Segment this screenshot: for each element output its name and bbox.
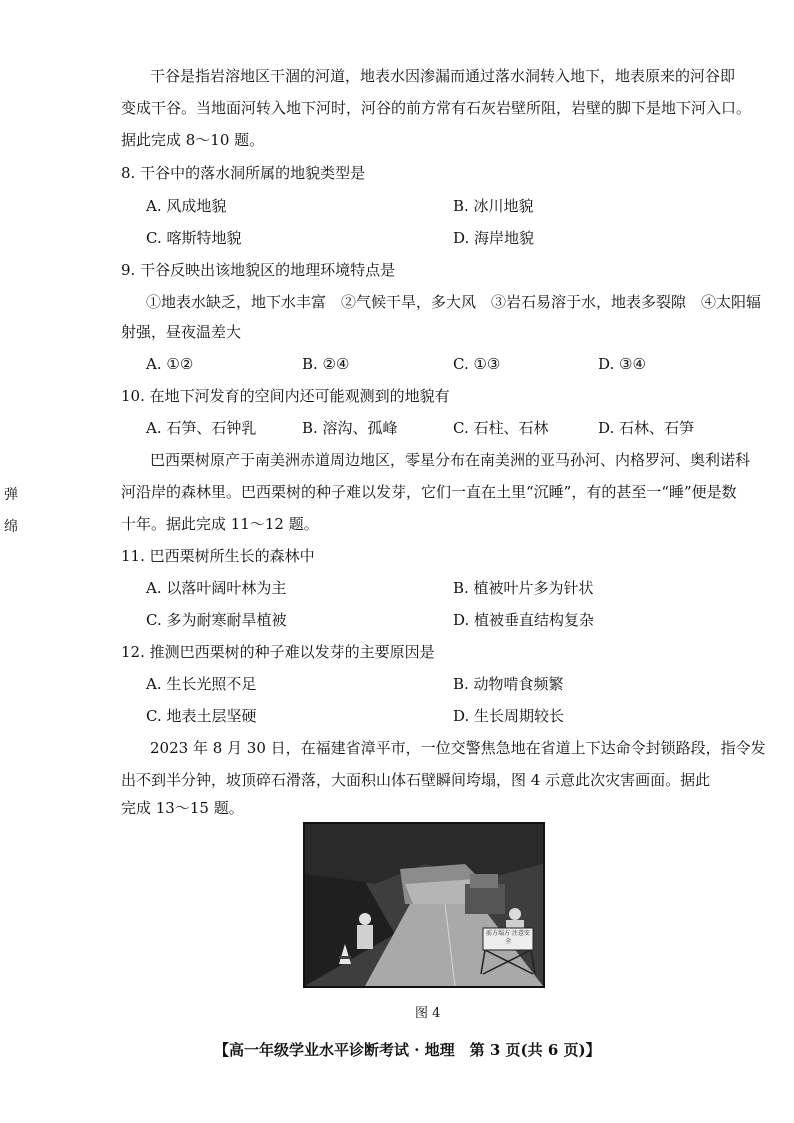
question-stem: 8. 干谷中的落水洞所属的地貌类型是 <box>121 164 366 182</box>
option-c: C. 地表土层坚硬 <box>146 707 257 725</box>
option-d: D. 生长周期较长 <box>453 707 565 725</box>
option-a: A. ①② <box>146 355 194 373</box>
margin-text: 绵 <box>4 519 18 535</box>
question-stem: 10. 在地下河发育的空间内还可能观测到的地貌有 <box>121 387 450 405</box>
option-c: C. 喀斯特地貌 <box>146 229 242 247</box>
option-d: D. ③④ <box>598 355 646 373</box>
option-a: A. 风成地貌 <box>146 197 227 215</box>
question-stem: 11. 巴西栗树所生长的森林中 <box>121 547 315 565</box>
option-b: B. 动物啃食频繁 <box>453 675 564 693</box>
passage-line: 河沿岸的森林里。巴西栗树的种子难以发芽，它们一直在土里“沉睡”，有的甚至一“睡”便是数 <box>121 483 737 501</box>
option-c: C. 多为耐寒耐旱植被 <box>146 611 287 629</box>
option-a: A. 生长光照不足 <box>146 675 257 693</box>
option-c: C. 石柱、石林 <box>453 419 549 437</box>
option-d: D. 石林、石笋 <box>598 419 695 437</box>
passage-line: 据此完成 8～10 题。 <box>121 131 265 149</box>
option-d: D. 海岸地貌 <box>453 229 535 247</box>
option-b: B. 冰川地貌 <box>453 197 534 215</box>
question-items: 射强，昼夜温差大 <box>121 323 242 341</box>
passage-line: 干谷是指岩溶地区干涸的河道，地表水因渗漏而通过落水洞转入地下，地表原来的河谷即 <box>150 67 736 85</box>
question-stem: 12. 推测巴西栗树的种子难以发芽的主要原因是 <box>121 643 435 661</box>
passage-line: 十年。据此完成 11～12 题。 <box>121 515 319 533</box>
option-b: B. ②④ <box>302 355 350 373</box>
figure-caption: 图 4 <box>415 1006 441 1021</box>
option-a: A. 石笋、石钟乳 <box>146 419 257 437</box>
option-d: D. 植被垂直结构复杂 <box>453 611 595 629</box>
margin-text: 弹 <box>4 487 18 503</box>
passage-line: 2023 年 8 月 30 日，在福建省漳平市，一位交警焦急地在省道上下达命令封锁路段，指令发 <box>150 739 766 757</box>
question-stem: 9. 干谷反映出该地貌区的地理环境特点是 <box>121 261 396 279</box>
question-items: ①地表水缺乏，地下水丰富 ②气候干旱，多大风 ③岩石易溶于水，地表多裂隙 ④太阳辐 <box>146 293 762 311</box>
option-b: B. 溶沟、孤峰 <box>302 419 398 437</box>
landslide-photo <box>303 822 545 988</box>
option-c: C. ①③ <box>453 355 501 373</box>
landslide-photo-image <box>305 824 543 986</box>
passage-line: 出不到半分钟，坡顶碎石滑落，大面积山体石壁瞬间垮塌，图 4 示意此次灾害画面。据此 <box>121 771 711 789</box>
passage-line: 变成干谷。当地面河转入地下河时，河谷的前方常有石灰岩壁所阻，岩壁的脚下是地下河入口。 <box>121 99 752 117</box>
passage-line: 完成 13～15 题。 <box>121 799 244 817</box>
page-footer: 【高一年级学业水平诊断考试 · 地理 第 3 页(共 6 页)】 <box>214 1041 601 1059</box>
passage-line: 巴西栗树原产于南美洲赤道周边地区，零星分布在南美洲的亚马孙河、内格罗河、奥利诺科 <box>150 451 751 469</box>
warning-sign-text: 前方塌方 注意安全 <box>486 930 530 945</box>
option-b: B. 植被叶片多为针状 <box>453 579 594 597</box>
option-a: A. 以落叶阔叶林为主 <box>146 579 287 597</box>
